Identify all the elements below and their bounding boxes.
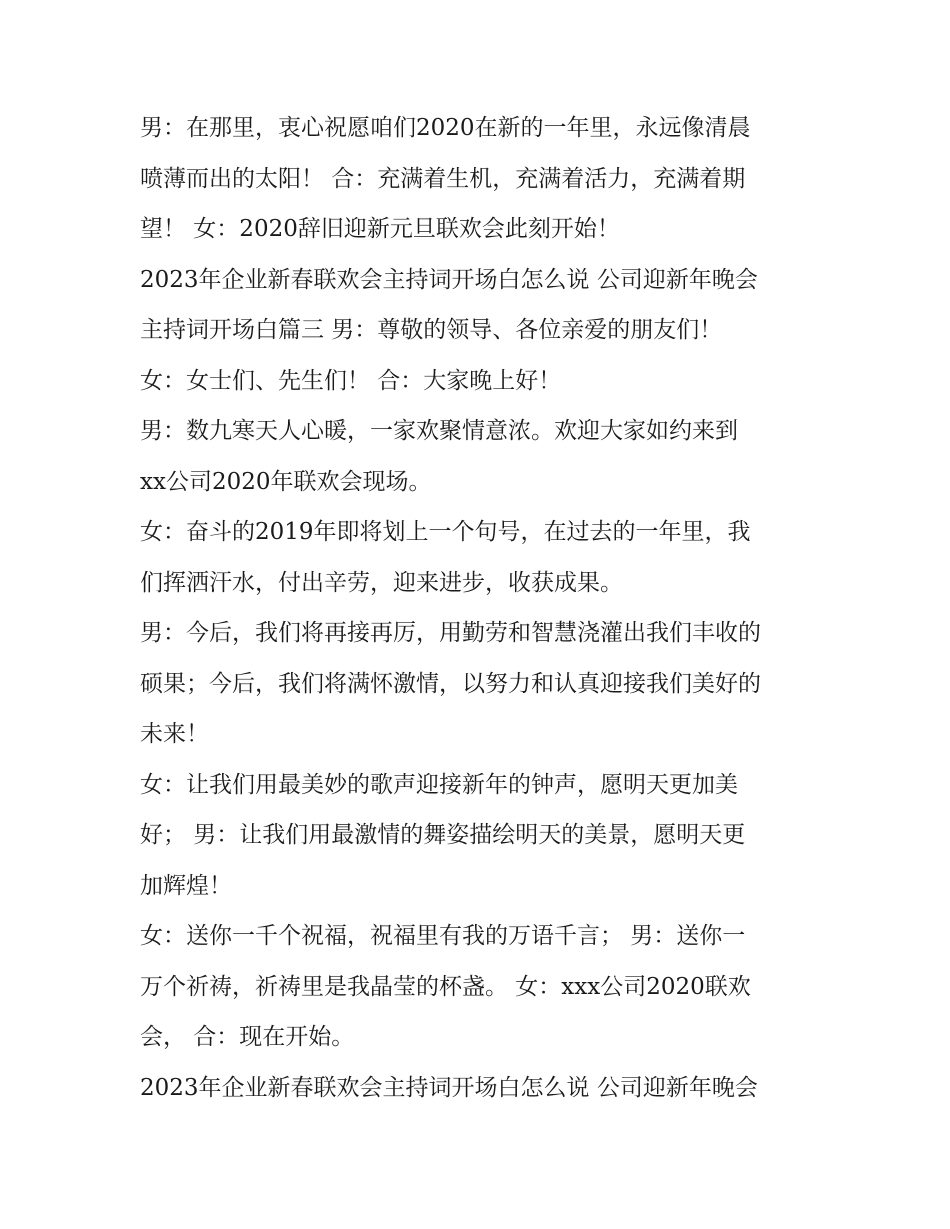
text-line: 们挥洒汗水，付出辛劳，迎来进步，收获成果。	[140, 569, 623, 596]
text-line: 女：让我们用最美妙的歌声迎接新年的钟声，愿明天更加美	[140, 771, 738, 798]
text-line: 2023年企业新春联欢会主持词开场白怎么说 公司迎新年晚会	[140, 266, 758, 293]
text-line: 男：今后，我们将再接再厉，用勤劳和智慧浇灌出我们丰收的	[140, 620, 761, 646]
text-line: xx公司2020年联欢会现场。	[140, 468, 432, 495]
text-line: 望！ 女：2020辞旧迎新元旦联欢会此刻开始！	[140, 216, 620, 242]
text-line: 女：奋斗的2019年即将划上一个句号，在过去的一年里，我	[140, 519, 751, 545]
text-line: 男：数九寒天人心暖，一家欢聚情意浓。欢迎大家如约来到	[140, 418, 738, 444]
text-line: 万个祈祷，祈祷里是我晶莹的杯盏。 女：xxx公司2020联欢	[140, 973, 751, 1000]
text-line: 女：女士们、先生们！ 合：大家晚上好！	[140, 367, 562, 394]
text-line: 女：送你一千个祝福，祝福里有我的万语千言； 男：送你一	[140, 923, 746, 949]
text-line: 2023年企业新春联欢会主持词开场白怎么说 公司迎新年晚会	[140, 1074, 758, 1101]
text-line: 主持词开场白篇三 男：尊敬的领导、各位亲爱的朋友们！	[140, 317, 723, 343]
text-line: 硕果；今后，我们将满怀激情，以努力和认真迎接我们美好的	[140, 670, 761, 697]
text-line: 好； 男：让我们用最激情的舞姿描绘明天的美景，愿明天更	[140, 822, 746, 848]
text-line: 会， 合：现在开始。	[140, 1024, 355, 1050]
document-body	[140, 103, 820, 1113]
text-line: 加辉煌！	[140, 872, 232, 899]
text-line: 未来！	[140, 721, 209, 747]
text-line: 喷薄而出的太阳！ 合：充满着生机，充满着活力，充满着期	[140, 165, 746, 192]
text-line: 男：在那里，衷心祝愿咱们2020在新的一年里，永远像清晨	[140, 115, 751, 141]
